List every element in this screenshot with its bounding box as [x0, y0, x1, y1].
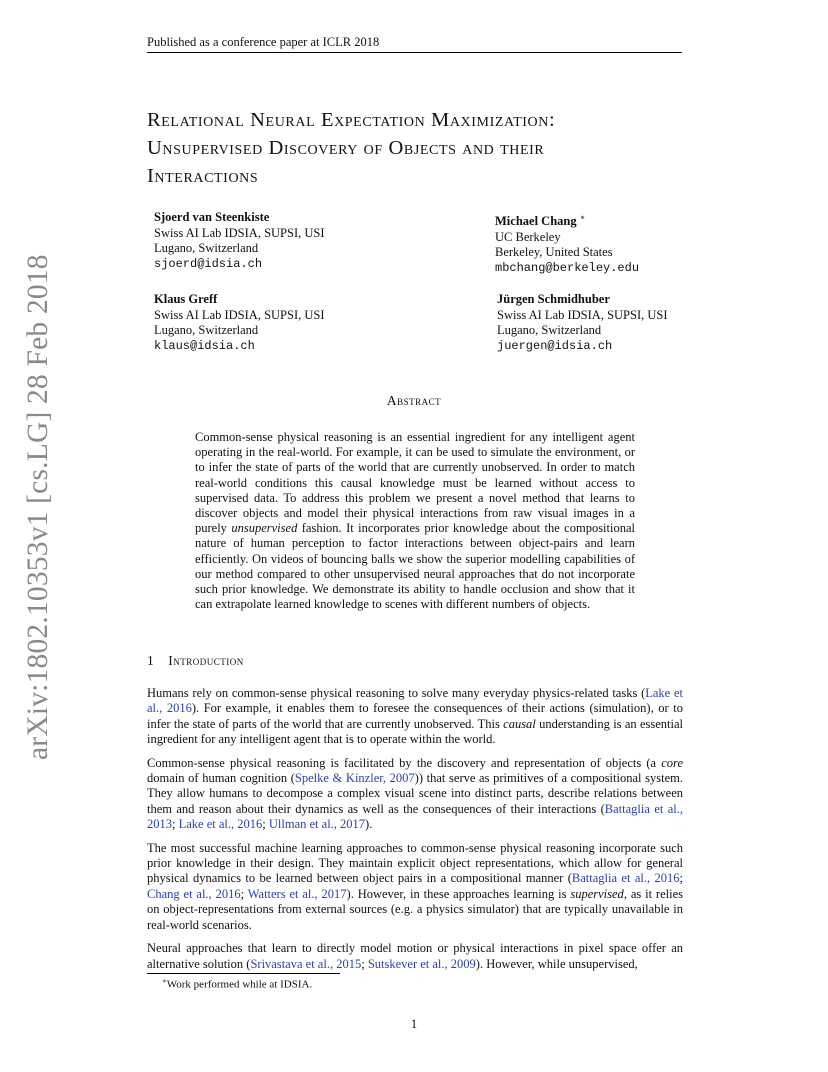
text-run: Neural approaches that learn to directly model motion or physical interactions in pixel space offer an alternative solution (	[147, 941, 683, 971]
citation-link[interactable]: Battaglia et al., 2016	[571, 871, 680, 886]
abstract-emphasis: unsupervised	[231, 521, 298, 536]
abstract-heading: Abstract	[386, 393, 442, 408]
citation-link[interactable]: Chang et al., 2016	[147, 886, 241, 901]
paragraph	[147, 756, 683, 833]
paragraph	[147, 841, 683, 933]
citation-link[interactable]: Watters et al., 2017	[247, 886, 347, 901]
author-email[interactable]: mbchang@berkeley.edu	[495, 260, 640, 275]
running-header: Published as a conference paper at ICLR 2018	[147, 35, 380, 49]
author-name: Jürgen Schmidhuber	[497, 292, 610, 306]
footnote	[162, 977, 312, 991]
text-run: domain of human cognition (	[147, 771, 295, 786]
footnote-mark: ∗	[162, 977, 167, 985]
emphasis: core	[661, 755, 683, 770]
arxiv-stamp: arXiv:1802.10353v1 [cs.LG] 28 Feb 2018	[22, 254, 54, 760]
author-name-line	[495, 210, 639, 230]
body-text	[147, 686, 683, 980]
author-email[interactable]: sjoerd@idsia.ch	[154, 256, 263, 271]
text-run: , as it relies on object-representations from external sources (e.g. a physics simulator) that are typically unavailable in real-world scenarios.	[147, 886, 684, 932]
author-location: Lugano, Switzerland	[154, 241, 259, 255]
author-block	[154, 210, 325, 272]
footnote-text: Work performed while at IDSIA.	[166, 978, 313, 991]
citation-link[interactable]: Lake et al., 2016	[147, 686, 683, 716]
paragraph	[147, 941, 683, 972]
paper-title	[147, 106, 707, 190]
author-name: Sjoerd van Steenkiste	[154, 210, 270, 224]
text-run: ;	[361, 956, 368, 971]
citation-link[interactable]: Lake et al., 2016	[178, 817, 263, 832]
author-location: Lugano, Switzerland	[154, 323, 259, 337]
citation-link[interactable]: Srivastava et al., 2015	[250, 956, 362, 971]
footnote-mark[interactable]: ∗	[579, 213, 586, 222]
text-run: ;	[172, 817, 179, 832]
abstract-part: fashion. It incorporates prior knowledge about the compositional nature of human perception to factor interactions between object-pairs and learn efficiently. On videos of bouncing balls we show the superior modelling capabilities of our method compared to other unsupervised neural approaches that do not incorporate such prior knowledge. We demonstrate its ability to handle occlusion and show that it can extrapolate learned knowledge to scenes with different numbers of objects.	[195, 521, 635, 612]
title-line: Relational Neural Expectation Maximization:	[147, 109, 556, 131]
author-location: Lugano, Switzerland	[497, 323, 602, 337]
text-run: ). However, while unsupervised,	[475, 956, 638, 971]
section-title: Introduction	[168, 653, 244, 668]
author-name: Michael Chang	[495, 214, 577, 229]
text-run: )) that serve as primitives of a compositional system. They allow humans to decompose a complex visual scene into distinct parts, describe relations between them and reason about their dynamics as well as the consequences of their interactions (	[147, 771, 683, 816]
author-location: Berkeley, United States	[495, 245, 613, 260]
text-run: ;	[262, 817, 269, 832]
title-line: Interactions	[147, 165, 259, 187]
author-block	[154, 292, 325, 354]
text-run: Humans rely on common-sense physical reasoning to solve many everyday physics-related tasks (	[147, 686, 646, 700]
author-email[interactable]: juergen@idsia.ch	[497, 338, 613, 353]
text-run: ). For example, it enables them to foresee the consequences of their actions (simulation), or to infer the state of parts of the world that are currently unobserved. This	[147, 701, 683, 731]
text-run: Common-sense physical reasoning is facilitated by the discovery and representation of objects (a	[147, 755, 662, 770]
text-run: understanding is an essential ingredient for any intelligent agent that is to operate within the world.	[147, 716, 683, 747]
abstract-text	[195, 430, 635, 612]
author-affiliation: UC Berkeley	[495, 229, 561, 244]
header-rule	[147, 52, 682, 53]
page-number: 1	[410, 1017, 418, 1031]
author-affiliation: Swiss AI Lab IDSIA, SUPSI, USI	[497, 307, 668, 322]
text-run: ).	[365, 817, 373, 832]
author-block	[497, 292, 668, 354]
emphasis: supervised	[570, 886, 624, 901]
title-line: Unsupervised Discovery of Objects and their	[147, 137, 545, 159]
text-run: ;	[240, 886, 248, 901]
citation-link[interactable]: Sutskever et al., 2009	[367, 956, 476, 971]
author-affiliation: Swiss AI Lab IDSIA, SUPSI, USI	[154, 225, 325, 240]
section-heading	[147, 653, 244, 669]
author-block	[495, 210, 639, 276]
author-affiliation: Swiss AI Lab IDSIA, SUPSI, USI	[154, 307, 325, 322]
emphasis: causal	[503, 716, 536, 731]
author-name: Klaus Greff	[154, 292, 218, 306]
citation-link[interactable]: Spelke & Kinzler, 2007	[294, 771, 415, 786]
abstract-part: Common-sense physical reasoning is an essential ingredient for any intelligent agent operating in the real-world. For example, it can be used to simulate the environment, or to infer the state of parts of the world that are currently unobserved. In order to match real-world conditions this causal knowledge must be learned without access to supervised data. To address this problem we present a novel method that learns to discover objects and model their physical interactions from raw visual images in a purely	[195, 430, 635, 536]
paragraph	[147, 686, 683, 748]
footnote-rule	[147, 973, 340, 974]
text-run: The most successful machine learning approaches to common-sense physical reasoning incorporate such prior knowledge in their design. They maintain explicit object representations, which allow for general physical dynamics to be learned between object pairs in a compositional manner (	[147, 840, 683, 886]
text-run: ). However, in these approaches learning is	[346, 886, 571, 901]
author-email[interactable]: klaus@idsia.ch	[154, 338, 255, 353]
text-run: ;	[679, 871, 683, 886]
section-number: 1	[147, 653, 155, 668]
citation-link[interactable]: Ullman et al., 2017	[268, 817, 366, 832]
citation-link[interactable]: Battaglia et al., 2013	[147, 801, 683, 832]
